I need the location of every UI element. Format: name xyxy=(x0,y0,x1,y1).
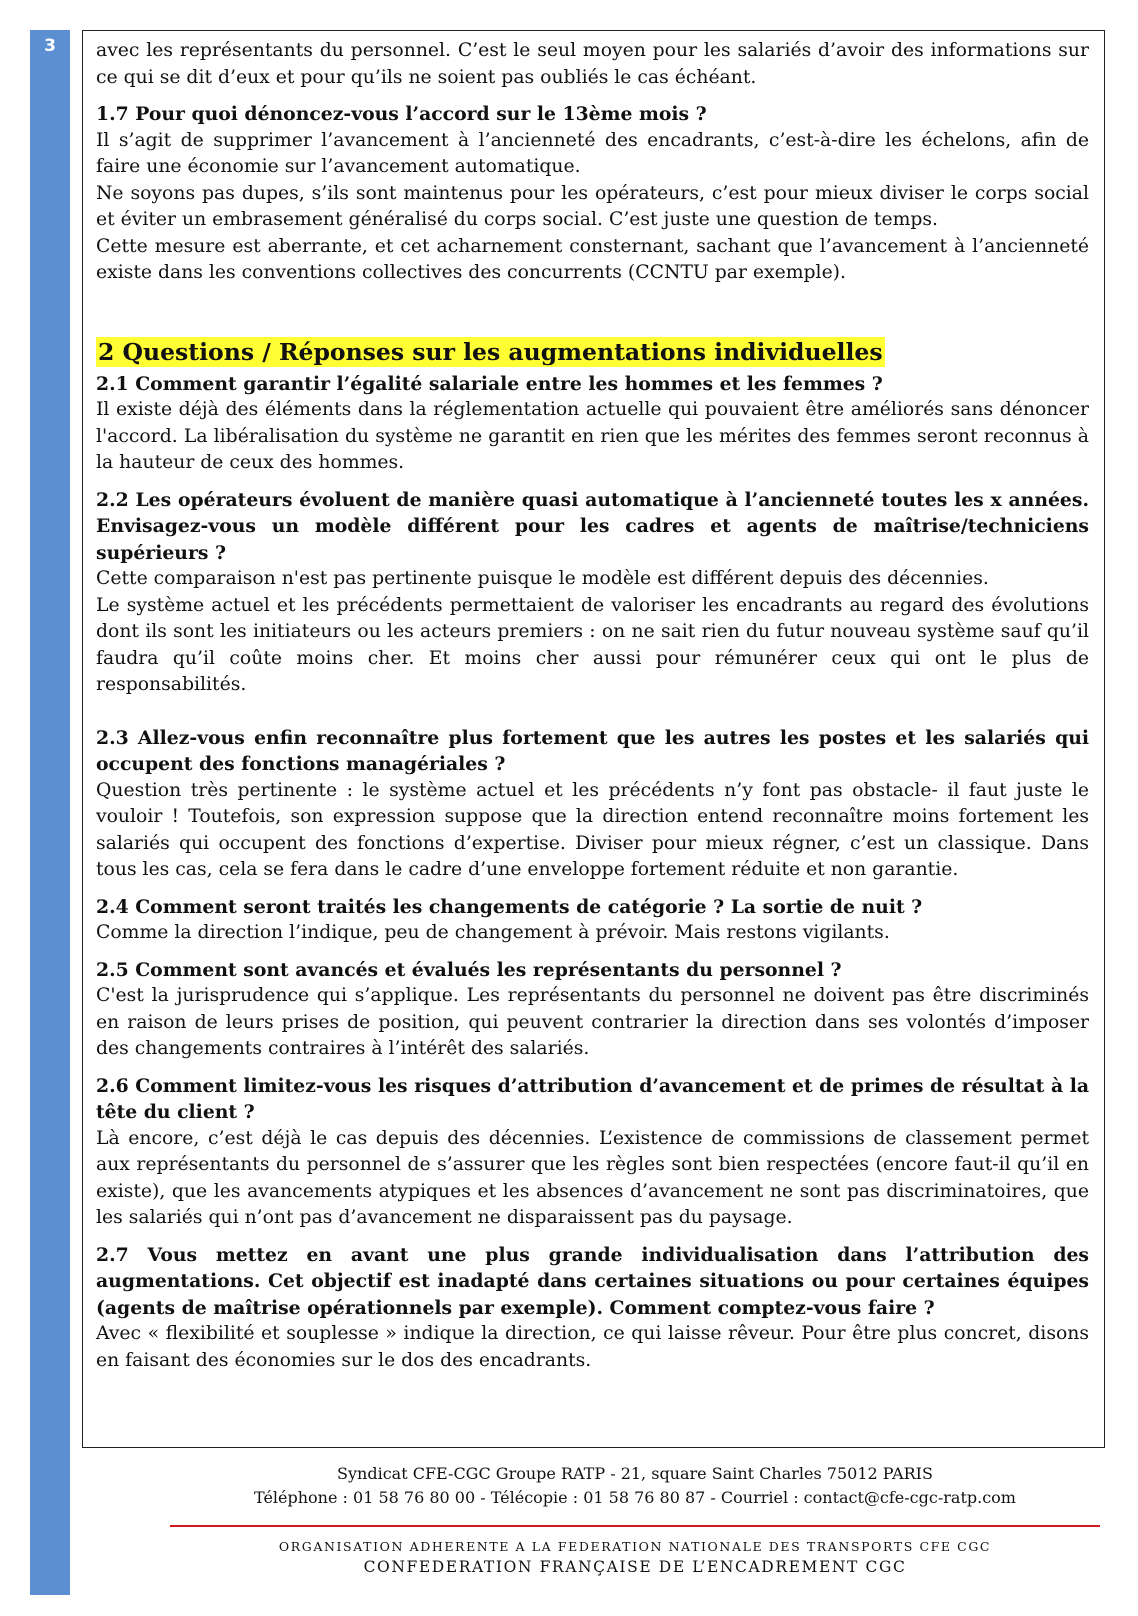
question-2-3-heading: 2.3 Allez-vous enfin reconnaître plus fortement que les autres les postes et les salariés qui occupent des fonctions managériales ? xyxy=(96,726,1089,775)
question-2-6-heading: 2.6 Comment limitez-vous les risques d’attribution d’avancement et de primes de résultat à la tête du client ? xyxy=(96,1074,1089,1123)
footer-divider xyxy=(170,1525,1100,1527)
section-2-title: 2 Questions / Réponses sur les augmentations individuelles xyxy=(98,337,883,366)
answer-2-5-p1: C'est la jurisprudence qui s’applique. Les représentants du personnel ne doivent pas être discriminés en raison de leurs prises de position, qui peuvent contrarier la direction dans ses volontés d’imposer des changements contraires à l’intérêt des salariés. xyxy=(96,985,1089,1059)
page-number: 3 xyxy=(44,36,56,56)
answer-2-4-p1: Comme la direction l’indique, peu de changement à prévoir. Mais restons vigilants. xyxy=(96,922,890,943)
answer-2-7-p1: Avec « flexibilité et souplesse » indique la direction, ce qui laisse rêveur. Pour être plus concret, disons en faisant des économies sur le dos des encadrants. xyxy=(96,1323,1089,1371)
answer-2-2-p1: Cette comparaison n'est pas pertinente puisque le modèle est différent depuis des décennies. xyxy=(96,568,989,589)
intro-paragraph: avec les représentants du personnel. C’est le seul moyen pour les salariés d’avoir des informations sur ce qui se dit d’eux et pour qu’ils ne soient pas oubliés le cas échéant. xyxy=(96,40,1089,88)
answer-2-2-p2: Le système actuel et les précédents permettaient de valoriser les encadrants au regard des évolutions dont ils sont les initiateurs ou les acteurs premiers : on ne sait rien du futur nouveau système sauf qu’il faudra qu’il coûte moins cher. Et moins cher aussi pour rémunérer ceux qui ont le plus de responsabilités. xyxy=(96,594,1089,695)
answer-2-6-p1: Là encore, c’est déjà le cas depuis des décennies. L’existence de commissions de classement permet aux représentants du personnel de s’assurer que les règles sont bien respectées (encore faut-il qu’il en existe), que les avancements atypiques et les absences d’avancement ne sont pas discriminatoires, que les salariés qui n’ont pas d’avancement ne disparaissent pas du paysage. xyxy=(96,1127,1089,1228)
footer-address: Syndicat CFE-CGC Groupe RATP - 21, square Saint Charles 75012 PARIS xyxy=(337,1464,933,1483)
question-2-5-heading: 2.5 Comment sont avancés et évalués les représentants du personnel ? xyxy=(96,958,842,981)
question-1-7-heading: 1.7 Pour quoi dénoncez-vous l’accord sur le 13ème mois ? xyxy=(96,103,707,125)
document-body xyxy=(96,38,1089,1374)
page-sidebar xyxy=(30,30,70,1595)
question-2-1-heading: 2.1 Comment garantir l’égalité salariale entre les hommes et les femmes ? xyxy=(96,372,883,395)
question-2-2-heading: 2.2 Les opérateurs évoluent de manière quasi automatique à l’ancienneté toutes les x années. Envisagez-vous un modèle différent pour les cadres et agents de maîtrise/techniciens supérieurs ? xyxy=(96,488,1089,564)
footer-organisation: ORGANISATION ADHERENTE A LA FEDERATION NATIONALE DES TRANSPORTS CFE CGC xyxy=(278,1539,992,1554)
answer-1-7-p1: Il s’agit de supprimer l’avancement à l’ancienneté des encadrants, c’est-à-dire les échelons, afin de faire une économie sur l’avancement automatique. xyxy=(96,129,1089,177)
answer-2-1-p1: Il existe déjà des éléments dans la réglementation actuelle qui pouvaient être améliorés sans dénoncer l'accord. La libéralisation du système ne garantit en rien que les mérites des femmes seront reconnus à la hauteur de ceux des hommes. xyxy=(96,399,1089,473)
footer-contact: Téléphone : 01 58 76 80 00 - Télécopie : 01 58 76 80 87 - Courriel : contact@cfe-cgc-ratp.com xyxy=(254,1488,1016,1507)
answer-2-3-p1: Question très pertinente : le système actuel et les précédents n’y font pas obstacle- il faut juste le vouloir ! Toutefois, son expression suppose que la direction entend reconnaître moins fortement les salariés qui occupent des fonctions d’expertise. Diviser pour mieux régner, c’est un classique. Dans tous les cas, cela se fera dans le cadre d’une enveloppe fortement réduite et non garantie. xyxy=(96,779,1089,880)
question-2-4-heading: 2.4 Comment seront traités les changements de catégorie ? La sortie de nuit ? xyxy=(96,895,923,918)
question-2-7-heading: 2.7 Vous mettez en avant une plus grande individualisation dans l’attribution des augmentations. Cet objectif est inadapté dans certaines situations ou pour certaines équipes (agents de maîtrise opérationnels par exemple). Comment comptez-vous faire ? xyxy=(96,1243,1089,1319)
answer-1-7-p3: Cette mesure est aberrante, et cet acharnement consternant, sachant que l’avancement à l’ancienneté existe dans les conventions collectives des concurrents (CCNTU par exemple). xyxy=(96,235,1089,283)
footer-confederation: CONFEDERATION FRANÇAISE DE L’ENCADREMENT CGC xyxy=(363,1558,907,1576)
answer-1-7-p2: Ne soyons pas dupes, s’ils sont maintenus pour les opérateurs, c’est pour mieux diviser le corps social et éviter un embrasement généralisé du corps social. C’est juste une question de temps. xyxy=(96,182,1089,230)
